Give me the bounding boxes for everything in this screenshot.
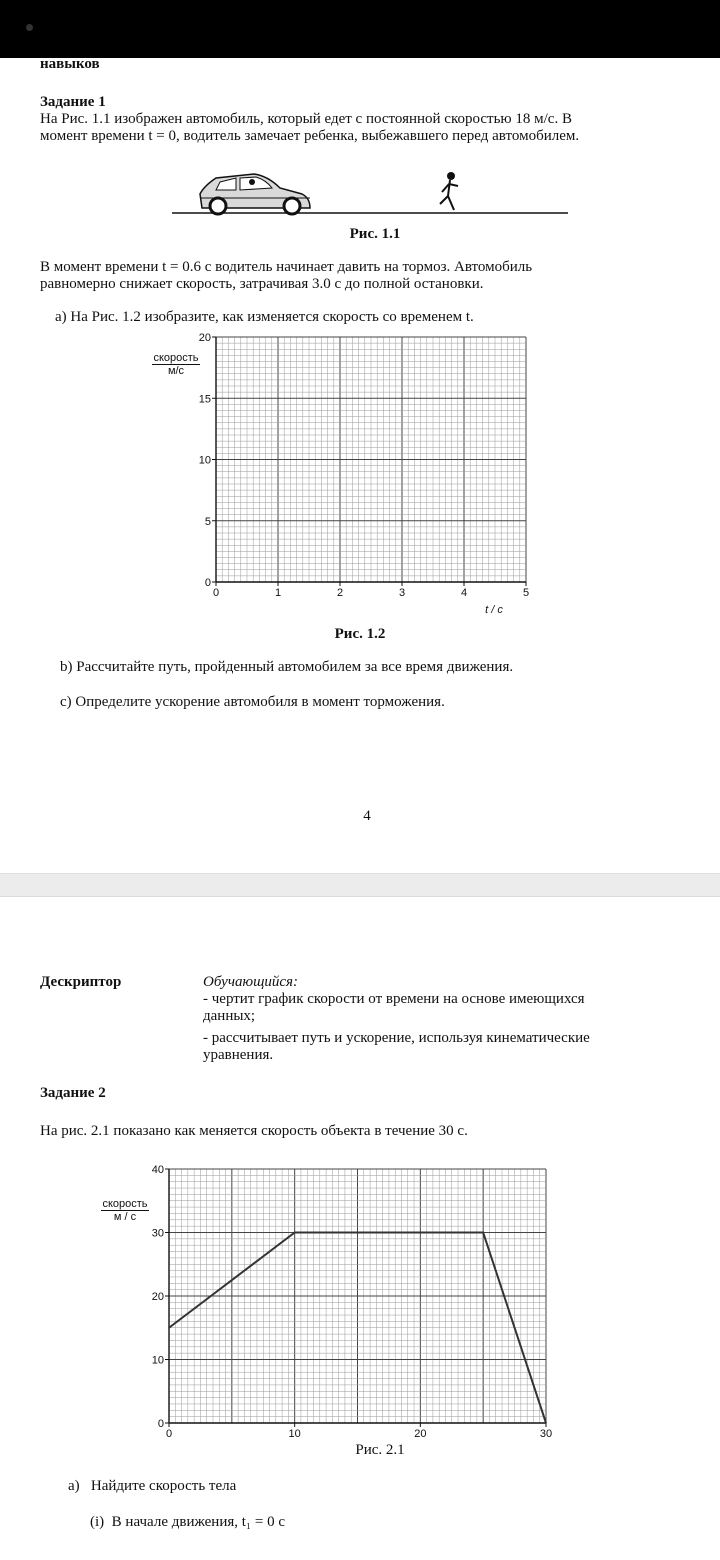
y-tick-label: 0: [157, 1418, 164, 1430]
status-dot-icon: [26, 24, 33, 31]
y-tick-label: 5: [204, 515, 211, 528]
fig21-caption: Рис. 2.1: [355, 1442, 405, 1458]
x-tick-label: 4: [460, 587, 468, 599]
y-tick-label: 30: [151, 1227, 164, 1240]
y-tick-label: 10: [151, 1354, 164, 1367]
x-tick-label: 5: [522, 587, 530, 599]
x-tick-label: 1: [274, 587, 282, 599]
chart1-xlabel: t / c: [485, 604, 503, 616]
chart2-ylabel-top: скорость: [102, 1198, 148, 1210]
chart1-ylabel: [138, 352, 214, 377]
descriptor-item2-line1: - рассчитывает путь и ускорение, используя кинематические: [203, 1030, 590, 1046]
descriptor-intro: Обучающийся:: [203, 974, 299, 990]
y-tick-label: 20: [198, 332, 211, 344]
chart1-ylabel-bottom: м/с: [167, 365, 185, 377]
task1-text2-line2: равномерно снижает скорость, затрачивая 3.0 с до полной остановки.: [40, 276, 484, 292]
y-tick-label: 40: [151, 1164, 164, 1176]
chart2-ylabel-bottom: м / с: [113, 1211, 137, 1223]
x-tick-label: 0: [212, 587, 220, 599]
child-icon: [440, 172, 458, 210]
car-and-child-illustration: [170, 168, 570, 220]
speed-time-chart-2: [140, 1160, 570, 1440]
descriptor-item1-line1: - чертит график скорости от времени на основе имеющихся: [203, 991, 585, 1007]
task2-question-a: a) Найдите скорость тела: [68, 1478, 237, 1494]
y-tick-label: 0: [204, 577, 211, 589]
series-point: [545, 1422, 547, 1424]
x-tick-label: 2: [336, 587, 344, 599]
task2-question-a-i: (i) В начале движения, t₁ = 0 с: [90, 1514, 286, 1530]
task1-text-line1: На Рис. 1.1 изображен автомобиль, который едет с постоянной скоростью 18 м/с. В: [40, 111, 572, 127]
task2-title: Задание 2: [40, 1085, 106, 1101]
page-number: 4: [363, 808, 371, 824]
task1-title: Задание 1: [40, 94, 106, 110]
top-bar: [0, 0, 720, 58]
y-tick-label: 15: [198, 393, 211, 406]
y-tick-label: 10: [198, 454, 211, 467]
series-point: [482, 1232, 484, 1234]
descriptor-item2-line2: уравнения.: [203, 1047, 274, 1063]
series-point: [294, 1232, 296, 1234]
x-tick-label: 30: [539, 1428, 553, 1440]
task1-text-line2: момент времени t = 0, водитель замечает ребенка, выбежавшего перед автомобилем.: [40, 128, 580, 144]
fig1-caption: Рис. 1.1: [349, 226, 401, 242]
car-icon: [200, 174, 310, 214]
series-point: [168, 1327, 170, 1329]
fig2-caption: Рис. 1.2: [334, 626, 386, 642]
descriptor-label: Дескриптор: [40, 974, 122, 990]
x-tick-label: 10: [288, 1428, 301, 1440]
cut-header-text: навыков: [40, 56, 100, 72]
task1-text2-line1: В момент времени t = 0.6 с водитель начинает давить на тормоз. Автомобиль: [40, 259, 533, 275]
descriptor-item1-line2: данных;: [203, 1008, 256, 1024]
chart2-ylabel: [92, 1198, 158, 1223]
task1-question-b: b) Рассчитайте путь, пройденный автомобилем за все время движения.: [60, 659, 514, 675]
x-tick-label: 0: [165, 1428, 173, 1440]
x-tick-label: 20: [414, 1428, 427, 1440]
task2-text: На рис. 2.1 показано как меняется скорость объекта в течение 30 с.: [40, 1123, 468, 1139]
task1-question-c: c) Определите ускорение автомобиля в момент торможения.: [60, 694, 445, 710]
task1-question-a: а) На Рис. 1.2 изобразите, как изменяется скорость со временем t.: [55, 309, 474, 325]
chart1-ylabel-top: скорость: [153, 352, 199, 364]
y-tick-label: 20: [151, 1291, 164, 1303]
page-divider: [0, 873, 720, 897]
x-tick-label: 3: [398, 587, 406, 599]
